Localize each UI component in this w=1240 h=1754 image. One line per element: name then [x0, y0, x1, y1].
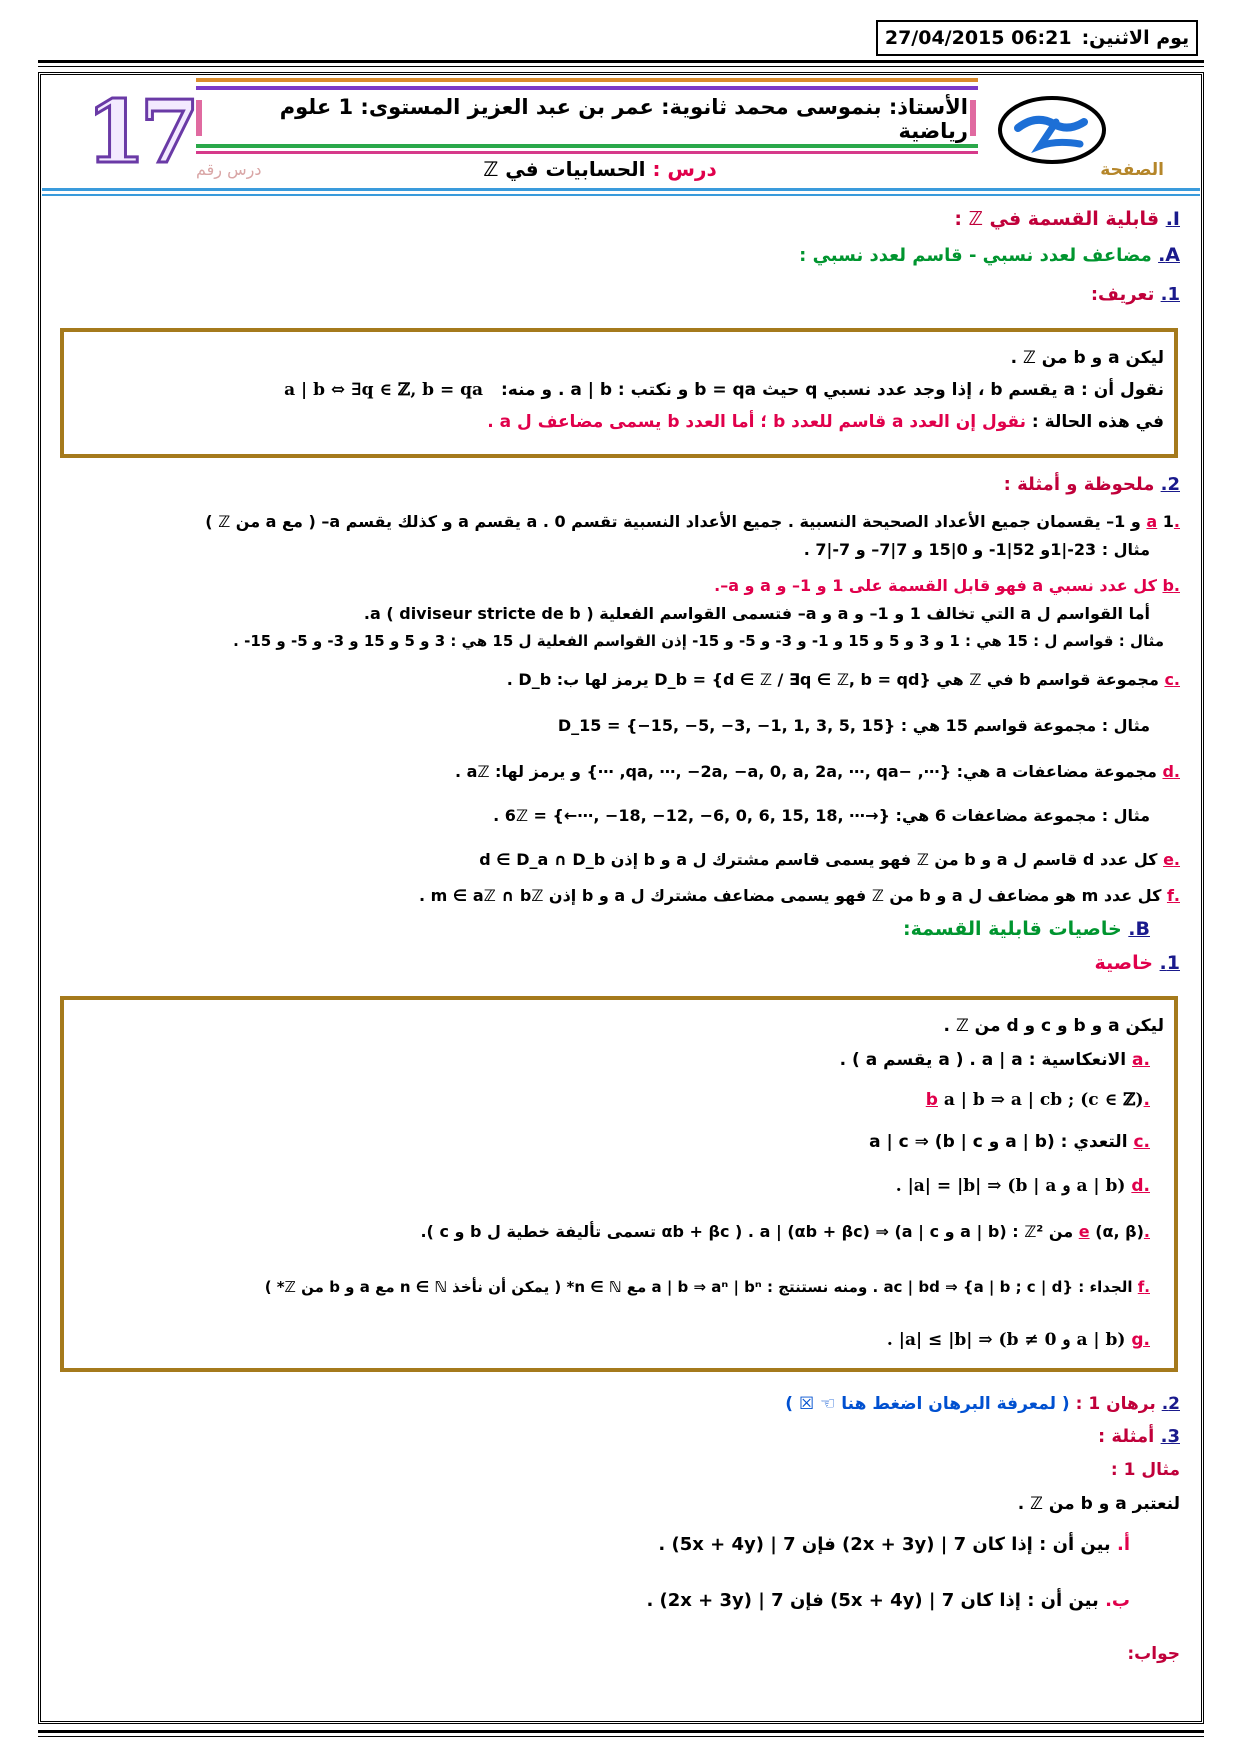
sub-heading-examples: 3. أمثلة : — [1097, 1426, 1180, 1447]
note-b-line-1: .b كل عدد نسبي a فهو قابل القسمة على 1 و 1– و a و a–. — [714, 576, 1180, 595]
header-title: الأستاذ: بنموسى محمد ثانوية: عمر بن عبد العزيز المستوى: 1 علوم رياضية — [279, 95, 968, 143]
stripe-pink — [196, 151, 978, 154]
top-rule-thin — [38, 66, 1204, 67]
property-f: .f الجداء : {a | b ; c | d} ⇒ ac | bd . ومنه نستنتج : a | b ⇒ aⁿ | bⁿ مع n ∈ ℕ* ( يمكن أن نأخذ n ∈ ℕ مع a و b من ℤ* ) — [264, 1278, 1150, 1296]
example-intro: لنعتبر a و b من ℤ . — [1017, 1494, 1180, 1514]
stripe-orange — [196, 78, 978, 82]
date-box — [876, 20, 1198, 56]
proof-link[interactable]: ( لمعرفة البرهان اضغط هنا ☜ ☒ ) — [785, 1394, 1070, 1414]
bottom-rule-thin — [38, 1736, 1204, 1737]
lesson-title — [380, 157, 820, 181]
property-c: .c التعدي : (a | b و b | c) ⇒ a | c — [869, 1132, 1150, 1152]
note-b-line-3: مثال : قواسم ل : 15 هي : 1 و 3 و 5 و 15 و 1- و 3- و 5- و 15- إذن القواسم الفعلية ل 15 هي : 3 و 5 و 15 و 3- و 5- و 15- . — [233, 632, 1164, 650]
sub-heading-definition: 1. تعريف: — [1090, 284, 1180, 305]
stripe-purple — [196, 86, 978, 90]
note-a-line-1: .a 1 و 1– يقسمان جميع الأعداد الصحيحة النسبية . جميع الأعداد النسبية تقسم 0 . a يقسم a و كذلك يقسم a– ( مع a من ℤ ) — [205, 512, 1180, 531]
lesson-number: 17 — [86, 82, 194, 183]
bottom-rule — [38, 1730, 1204, 1733]
page-label: الصفحة — [1100, 160, 1164, 180]
example-question-1: أ. بين أن : إذا كان 7 | (2x + 3y) فإن 7 | (5x + 4y) . — [658, 1534, 1130, 1555]
blue-rule — [42, 188, 1200, 191]
definition-line-1: ليكن a و b من ℤ . — [1010, 348, 1164, 368]
top-rule — [38, 60, 1204, 63]
stripe-left-bar — [196, 100, 202, 136]
example-title: مثال 1 : — [1110, 1460, 1180, 1480]
note-c-line-1: .c مجموعة قواسم b في ℤ هي D_b = {d ∈ ℤ / ∃q ∈ ℤ, b = qd} يرمز لها ب: D_b . — [506, 670, 1180, 689]
section-A: A. مضاعف لعدد نسبي - قاسم لعدد نسبي : — [799, 244, 1180, 266]
note-e-line-1: .e كل عدد d قاسم ل a و b من ℤ فهو يسمى قاسم مشترك ل a و b إذن d ∈ D_a ∩ D_b — [479, 850, 1180, 869]
blue-rule-2 — [42, 194, 1200, 196]
lesson-label: درس رقم — [196, 160, 262, 179]
sub-heading-notes: 2. ملحوظة و أمثلة : — [1003, 474, 1180, 495]
property-g: .g (a | b و b ≠ 0) ⇒ |a| ≤ |b| . — [886, 1330, 1150, 1350]
section-I: I. قابلية القسمة في ℤ : — [954, 208, 1180, 230]
property-a: .a الانعكاسية : a | a . ( a يقسم a ) . — [839, 1050, 1150, 1070]
definition-line-2: نقول أن : a يقسم b ، إذا وجد عدد نسبي q حيث b = qa و نكتب : a | b . و منه: a | b ⇔ ∃q ∈ ℤ, b = qa — [284, 380, 1164, 400]
note-a-line-2: مثال : 23-|1و 52|1- و 0|15 و 7|7– و 7-|7 . — [803, 540, 1150, 559]
example-question-2: ب. بين أن : إذا كان 7 | (5x + 4y) فإن 7 | (2x + 3y) . — [646, 1590, 1130, 1611]
property-d: .d (a | b و b | a) ⇒ |a| = |b| . — [895, 1176, 1150, 1196]
date-value: 27/04/2015 06:21 — [884, 27, 1072, 49]
date-label: يوم الاثنين: — [1081, 27, 1190, 49]
property-intro: ليكن a و b و c و d من ℤ . — [943, 1016, 1164, 1036]
lesson-title-text: الحسابيات في ℤ — [483, 157, 646, 181]
property-e: .e (α, β) من ℤ² : (a | b و a | c) ⇒ a | (αb + βc) . ( αb + βc تسمى تأليفة خطية ل b و c ). — [420, 1222, 1150, 1241]
definition-line-3: في هذه الحالة : نقول إن العدد a قاسم للعدد b ؛ أما العدد b يسمى مضاعف ل a . — [487, 412, 1164, 432]
proof-line: 2. برهان 1 : ( لمعرفة البرهان اضغط هنا ☜ ☒ ) — [785, 1394, 1180, 1414]
logo-icon — [996, 94, 1108, 166]
sub-heading-property: 1. خاصية — [1094, 952, 1180, 974]
property-b: .b a | b ⇒ a | cb ; (c ∈ ℤ) — [925, 1090, 1150, 1110]
answer-label: جواب: — [1127, 1644, 1180, 1664]
lesson-title-prefix: درس : — [652, 157, 717, 181]
note-d-line-1: .d مجموعة مضاعفات a هي: {⋯, −qa, ⋯, −2a, −a, 0, a, 2a, ⋯, qa, ⋯} و يرمز لها: aℤ . — [454, 762, 1180, 781]
section-B: B. خاصيات قابلية القسمة: — [903, 918, 1150, 940]
note-b-line-2: أما القواسم ل a التي تخالف 1 و 1– و a و a– فتسمى القواسم الفعلية a ( diviseur stricte de b ). — [363, 604, 1150, 623]
stripe-green — [196, 144, 978, 148]
note-c-line-2: مثال : مجموعة قواسم 15 هي : D_15 = {−15, −5, −3, −1, 1, 3, 5, 15} — [557, 716, 1150, 735]
note-f-line-1: .f كل عدد m هو مضاعف ل a و b من ℤ فهو يسمى مضاعف مشترك ل a و b إذن m ∈ aℤ ∩ bℤ . — [419, 886, 1180, 905]
note-d-line-2: مثال : مجموعة مضاعفات 6 هي: 6ℤ = {←⋯, −18, −12, −6, 0, 6, 15, 18, ⋯→} . — [493, 806, 1150, 825]
stripe-right-bar — [970, 100, 976, 136]
